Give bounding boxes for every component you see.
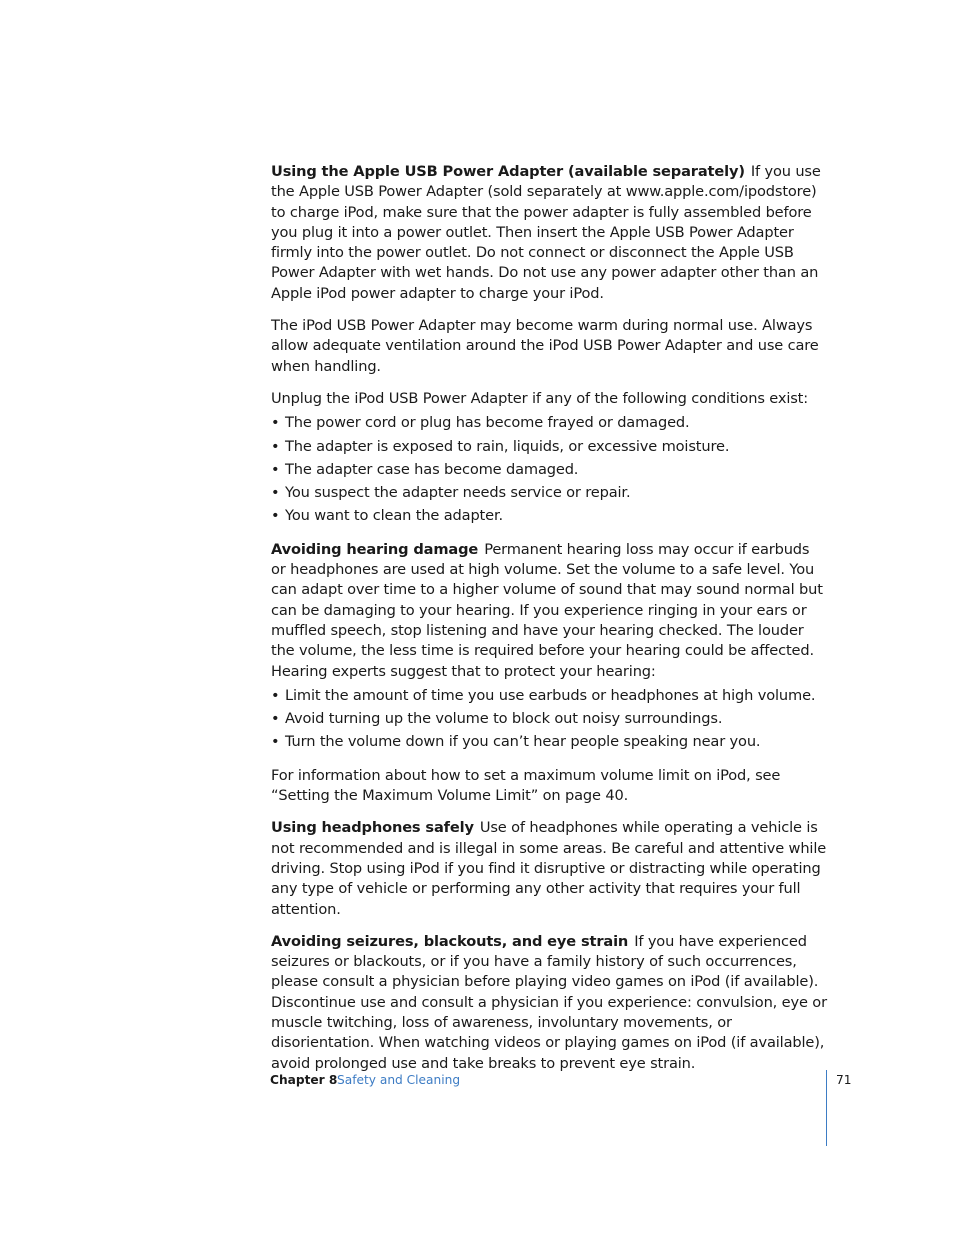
power-adapter-paragraph [271,162,827,304]
unplug-paragraph: Unplug the iPod USB Power Adapter if any of the following conditions exist: [271,389,809,407]
page-number: 71 [836,1073,852,1087]
footer-chapter-label: Chapter 8 [270,1073,338,1087]
bullet-icon: • [271,437,280,455]
footer-divider [826,1070,827,1146]
hearing-tips-list [271,686,827,753]
list-item: • The adapter is exposed to rain, liquids, or excessive moisture. [271,437,827,457]
hearing-text: Permanent hearing loss may occur if earbuds or headphones are used at high volume. Set the volume to a safe level. You can adapt over time to a higher volume of sound that may sound normal but can be damaging to your hearing. If you experience ringing in your ears or muffled speech, stop listening and have your hearing checked. The louder the volume, the less time is required before your hearing could be affected. Hearing experts suggest that to protect your hearing: [271,540,823,680]
footer-chapter-title: Safety and Cleaning [337,1073,461,1087]
list-item: • The adapter case has become damaged. [271,460,827,480]
warm-paragraph: The iPod USB Power Adapter may become warm during normal use. Always allow adequate ventilation around the iPod USB Power Adapter and use care when handling. [271,317,819,375]
list-item: • You want to clean the adapter. [271,506,827,526]
bullet-icon: • [271,414,280,432]
bullet-icon: • [271,460,280,478]
headphones-heading: Using headphones safely [271,819,474,837]
hearing-heading: Avoiding hearing damage [271,540,479,558]
list-item: • Turn the volume down if you can’t hear people speaking near you. [271,732,827,752]
power-adapter-heading: Using the Apple USB Power Adapter (available separately) [271,163,745,180]
bullet-icon: • [271,710,280,728]
page-body [271,162,827,1086]
list-item: • Limit the amount of time you use earbuds or headphones at high volume. [271,686,827,706]
hearing-paragraph [271,540,827,682]
headphones-text: Use of headphones while operating a vehicle is not recommended and is illegal in some areas. Be careful and attentive while driving. Stop using iPod if you find it disruptive or distracting while operating any type of vehicle or performing any other activity that requires your full attention. [271,819,827,918]
bullet-icon: • [271,686,280,704]
bullet-icon: • [271,733,280,751]
seizures-heading: Avoiding seizures, blackouts, and eye strain [271,932,629,950]
bullet-icon: • [271,484,280,502]
volume-limit-paragraph: For information about how to set a maximum volume limit on iPod, see “Setting the Maximum Volume Limit” on page 40. [271,766,781,805]
unplug-conditions-list [271,413,827,526]
list-item: • You suspect the adapter needs service or repair. [271,483,827,503]
list-item: • The power cord or plug has become frayed or damaged. [271,413,827,433]
headphones-paragraph [271,818,827,919]
seizures-paragraph [271,932,827,1074]
bullet-icon: • [271,507,280,525]
list-item: • Avoid turning up the volume to block out noisy surroundings. [271,709,827,729]
seizures-text: If you have experienced seizures or blackouts, or if you have a family history of such occurrences, please consult a physician before playing video games on iPod (if available). Discontinue use and consult a physician if you experience: convulsion, eye or muscle twitching, loss of awareness, involuntary movements, or disorientation. When watching videos or playing games on iPod (if available), avoid prolonged use and take breaks to prevent eye strain. [271,932,827,1072]
power-adapter-text: If you use the Apple USB Power Adapter (sold separately at www.apple.com/ipodstore) to charge iPod, make sure that the power adapter is fully assembled before you plug it into a power outlet. Then insert the Apple USB Power Adapter firmly into the power outlet. Do not connect or disconnect the Apple USB Power Adapter with wet hands. Do not use any power adapter other than an Apple iPod power adapter to charge your iPod. [271,163,821,302]
